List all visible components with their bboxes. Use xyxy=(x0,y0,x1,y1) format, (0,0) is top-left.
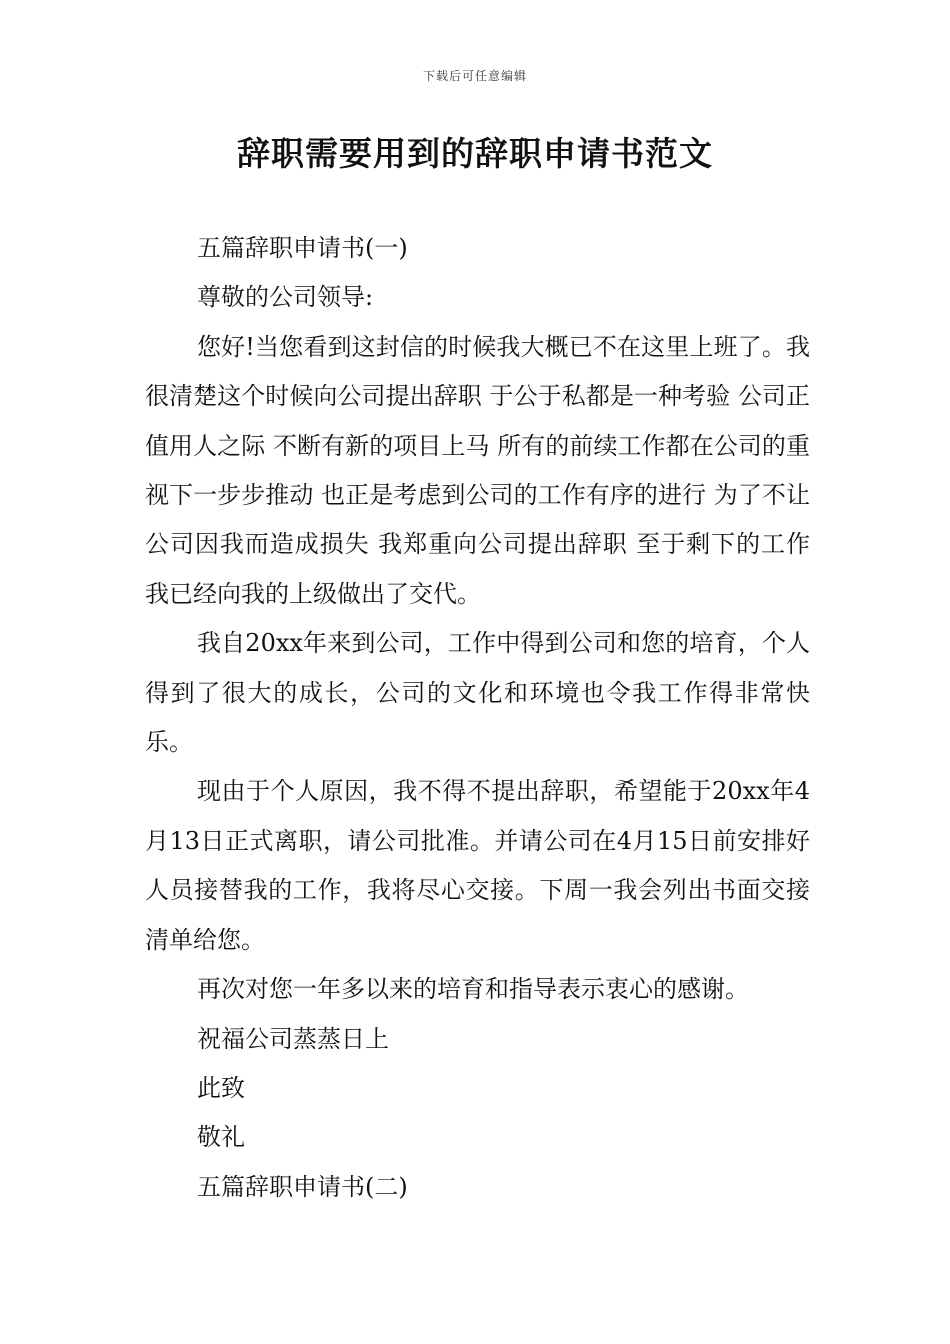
section-heading-2: 五篇辞职申请书(二) xyxy=(197,1172,408,1201)
closing-jingli: 敬礼 xyxy=(197,1123,245,1152)
body-paragraph-3: 现由于个人原因，我不得不提出辞职，希望能于20xx年4月13日正式离职，请公司批准。并请公司在4月15日前安排好人员接替我的工作，我将尽心交接。下周一我会列出书面交接清单给您。 xyxy=(145,777,810,954)
header-note: 下载后可任意编辑 xyxy=(422,69,527,83)
body-paragraph-4: 再次对您一年多以来的培育和指导表示衷心的感谢。 xyxy=(197,975,749,1004)
salutation: 尊敬的公司领导: xyxy=(197,283,374,312)
closing-cizhi: 此致 xyxy=(197,1073,245,1102)
section-heading-1: 五篇辞职申请书(一) xyxy=(197,234,408,262)
document-title: 辞职需要用到的辞职申请书范文 xyxy=(237,134,713,173)
body-paragraph-1: 您好!当您看到这封信的时候我大概已不在这里上班了。我很清楚这个时候向公司提出辞职 于公于私都是一种考验 公司正值用人之际 不断有新的项目上马 所有的前续工作都在公司的重视下一步步推动 也正是考虑到公司的工作有序的进行 为了不让公司因我而造成损失 我郑重向公司提出辞职 至于剩下的工作 我已经向我的上级做出了交代。 xyxy=(145,332,810,608)
body-paragraph-2: 我自20xx年来到公司，工作中得到公司和您的培育，个人得到了很大的成长，公司的文化和环境也令我工作得非常快乐。 xyxy=(145,629,810,757)
document-body xyxy=(145,224,810,1212)
closing-wish: 祝福公司蒸蒸日上 xyxy=(197,1024,389,1053)
